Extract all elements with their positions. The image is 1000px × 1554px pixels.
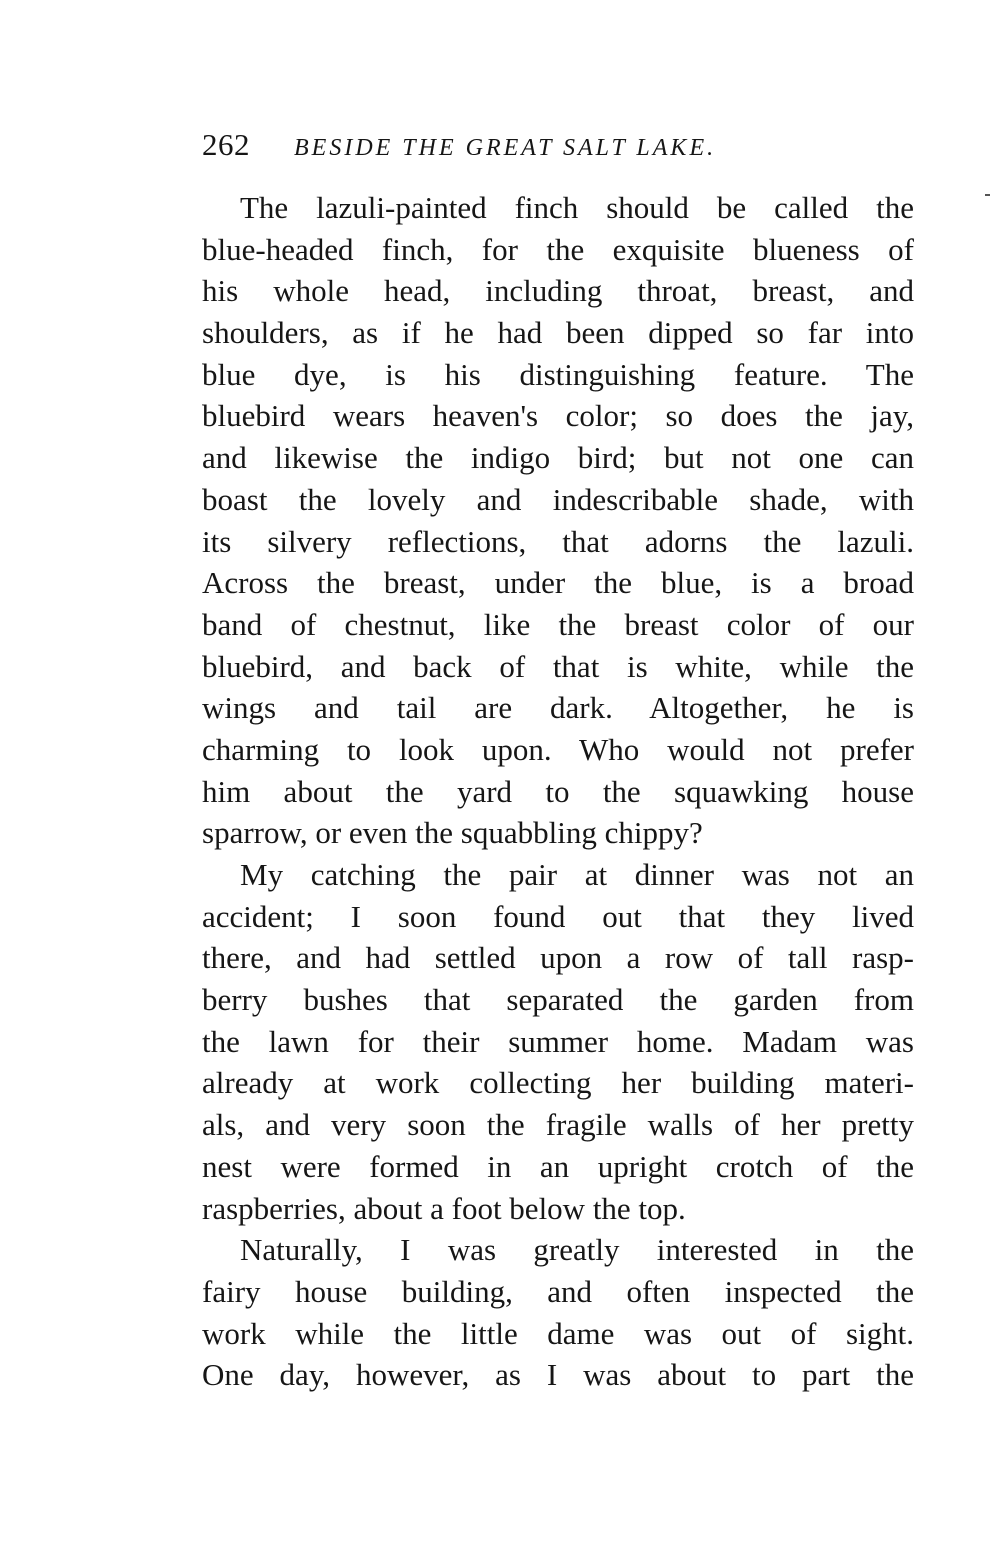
text-line: My catching the pair at dinner was not an xyxy=(240,857,914,892)
text-line: his whole head, including throat, breast, and xyxy=(202,273,914,309)
text-line: The lazuli-painted finch should be called the xyxy=(240,190,914,225)
running-title: BESIDE THE GREAT SALT LAKE. xyxy=(294,135,717,161)
text-line: there, and had settled upon a row of tall rasp- xyxy=(202,940,914,976)
text-line: him about the yard to the squawking house xyxy=(202,773,914,809)
text-line: already at work collecting her building materi- xyxy=(202,1065,914,1101)
text-line: One day, however, as I was about to part the xyxy=(202,1357,914,1393)
page-header xyxy=(202,127,914,167)
text-line: the lawn for their summer home. Madam was xyxy=(202,1023,914,1059)
page-number: 262 xyxy=(202,127,250,162)
text-line: Naturally, I was greatly interested in the xyxy=(240,1232,914,1268)
text-line: work while the little dame was out of sight. xyxy=(202,1315,914,1351)
paragraph-2 xyxy=(202,854,914,1229)
text-line: bluebird, and back of that is white, while the xyxy=(202,648,914,684)
text-line: and likewise the indigo bird; but not one can xyxy=(202,440,914,476)
text-line: blue dye, is his distinguishing feature. The xyxy=(202,356,914,392)
text-line: sparrow, or even the squabbling chippy? xyxy=(202,815,703,851)
text-line: nest were formed in an upright crotch of the xyxy=(202,1148,914,1184)
paragraph-1 xyxy=(202,187,914,854)
text-line: Across the breast, under the blue, is a broad xyxy=(202,565,914,601)
text-line: als, and very soon the fragile walls of her pretty xyxy=(202,1107,914,1143)
text-line: shoulders, as if he had been dipped so far into xyxy=(202,315,914,351)
text-line: blue-headed finch, for the exquisite blueness of xyxy=(202,231,914,267)
text-line: berry bushes that separated the garden from xyxy=(202,982,914,1018)
text-line: wings and tail are dark. Altogether, he is xyxy=(202,690,914,726)
text-line: band of chestnut, like the breast color of our xyxy=(202,606,914,642)
text-line: fairy house building, and often inspected the xyxy=(202,1273,914,1309)
text-line: boast the lovely and indescribable shade, with xyxy=(202,481,914,517)
paragraph-3 xyxy=(202,1229,914,1396)
text-line: charming to look upon. Who would not prefer xyxy=(202,731,914,767)
text-line: bluebird wears heaven's color; so does the jay, xyxy=(202,398,914,434)
text-line: raspberries, about a foot below the top. xyxy=(202,1190,686,1226)
text-line: accident; I soon found out that they lived xyxy=(202,898,914,934)
margin-mark xyxy=(985,194,990,196)
body-text xyxy=(202,187,914,1396)
text-line: its silvery reflections, that adorns the lazuli. xyxy=(202,523,914,559)
